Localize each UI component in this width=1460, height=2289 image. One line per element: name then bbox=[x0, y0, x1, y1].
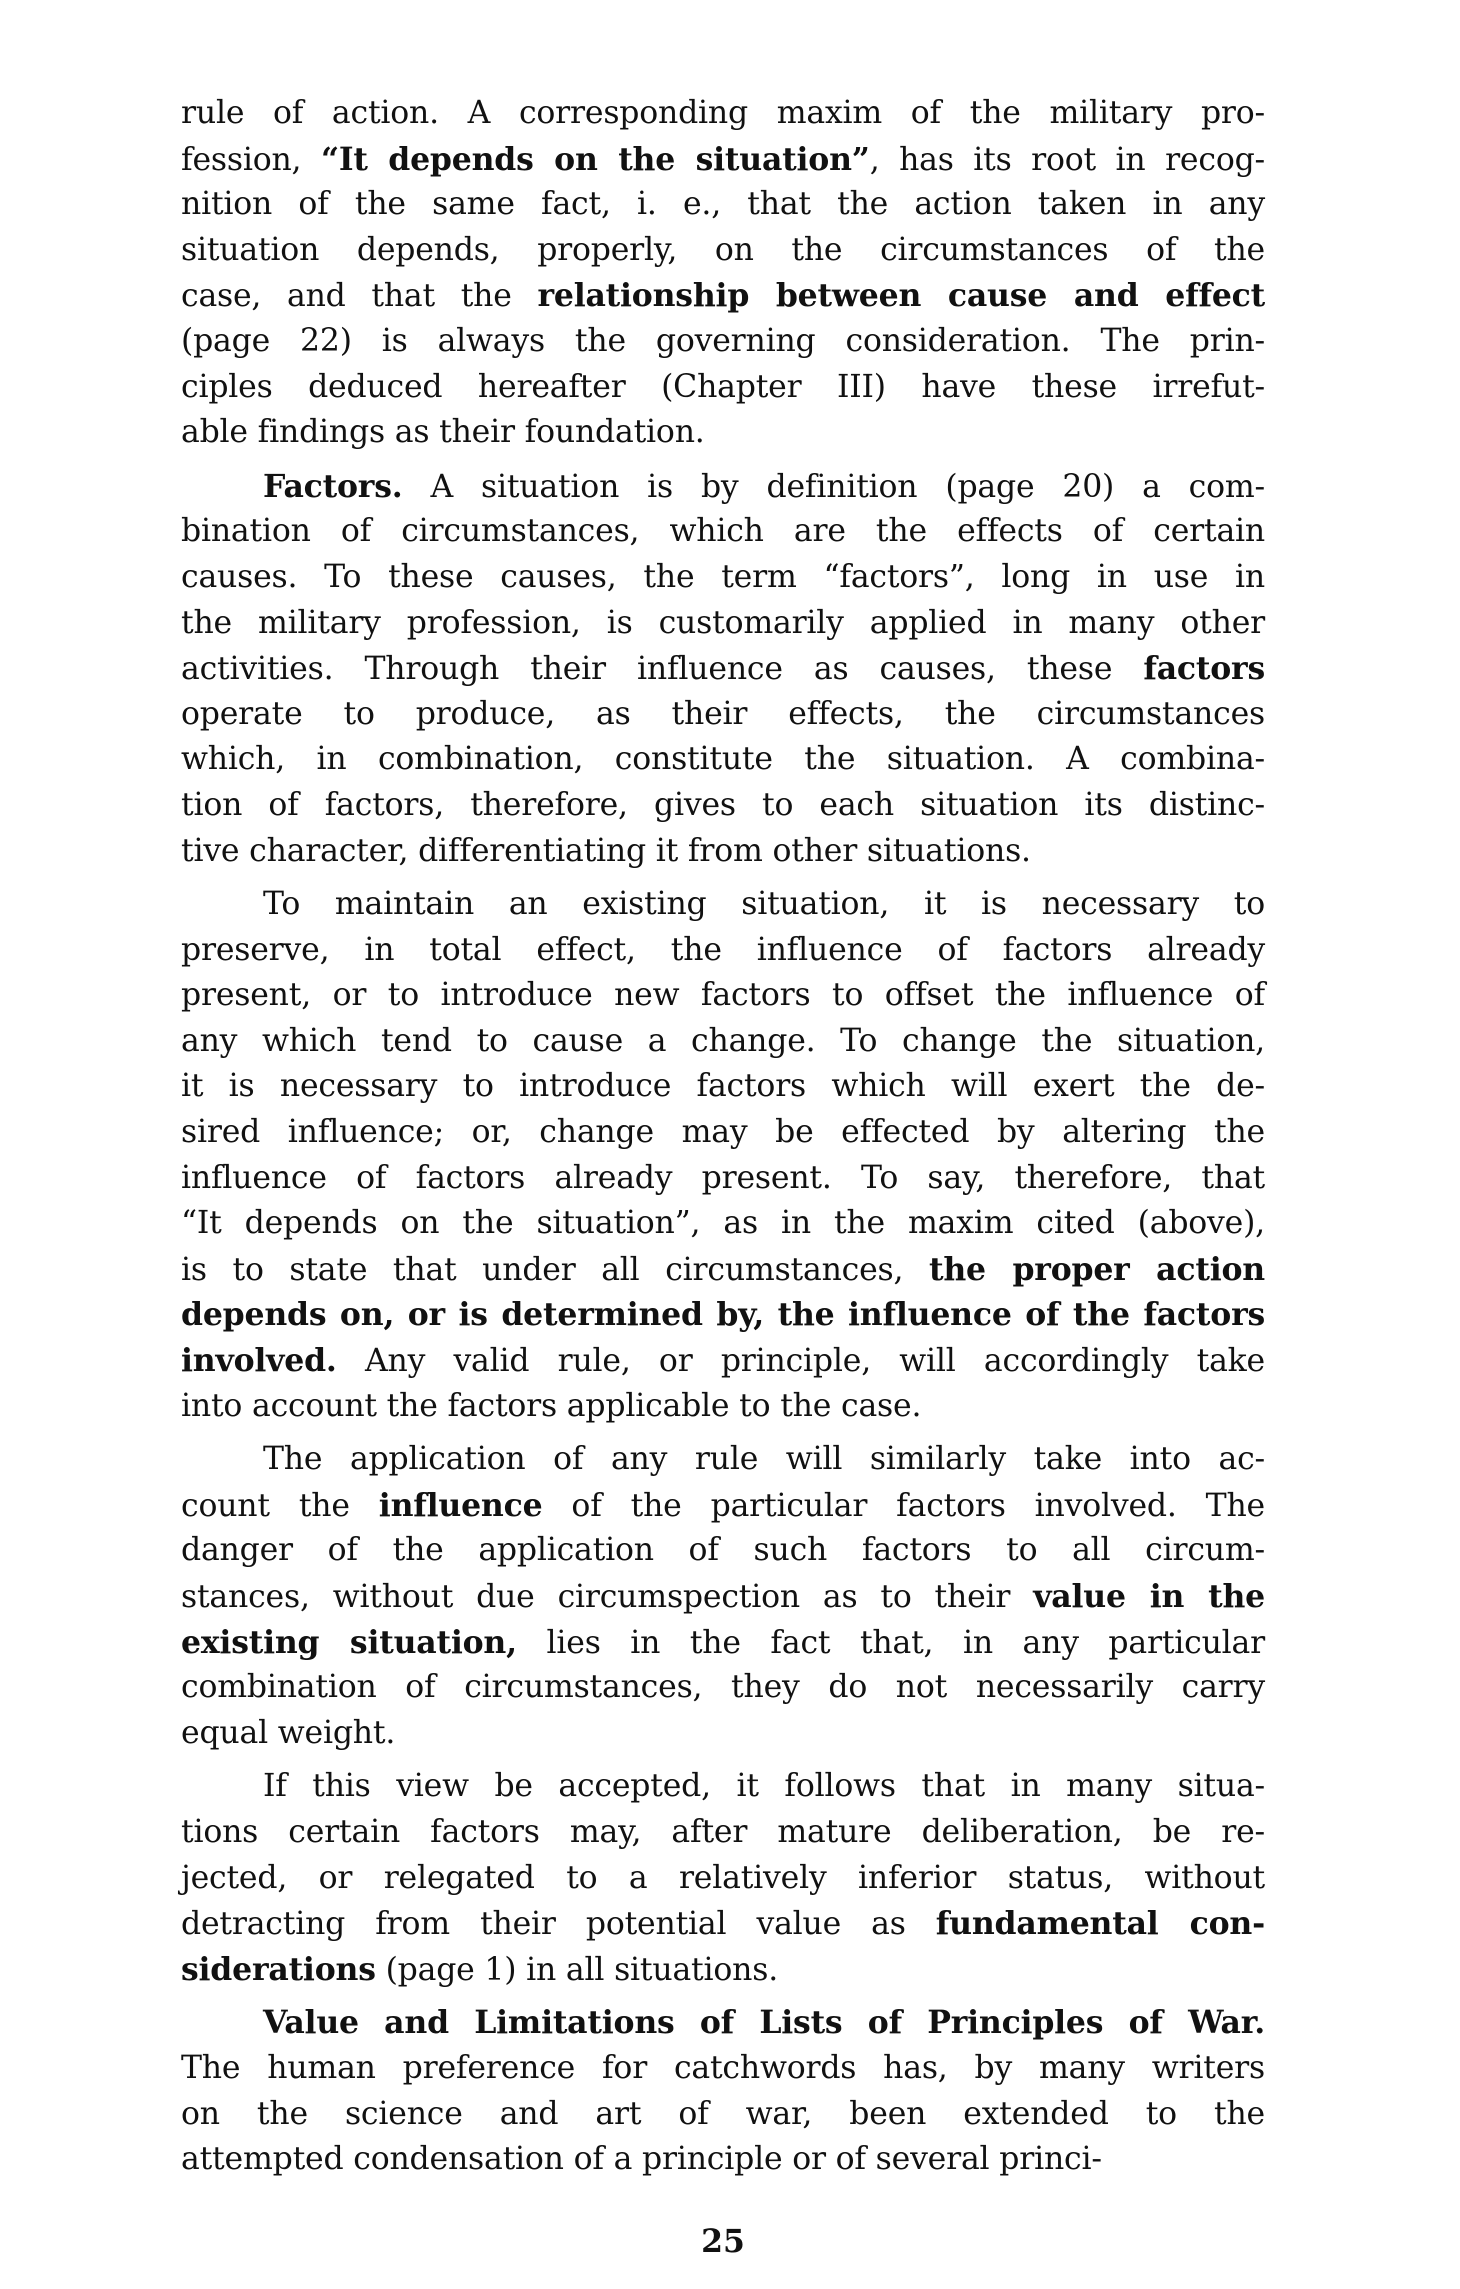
text-run: on the science and art of war, been extended to the bbox=[181, 2095, 1265, 2132]
bold-text-run: siderations bbox=[181, 1950, 376, 1988]
text-line bbox=[181, 2000, 1265, 2046]
text-run: lies in the fact that, in any particular bbox=[516, 1624, 1265, 1661]
text-line bbox=[181, 273, 1265, 319]
text-run: tions certain factors may, after mature deliberation, be re- bbox=[181, 1813, 1265, 1850]
text-run: sired influence; or, change may be effected by altering the bbox=[181, 1114, 1265, 1151]
bold-text-run: fundamental con- bbox=[935, 1905, 1265, 1943]
text-line bbox=[181, 646, 1265, 692]
text-run: into account the factors applicable to the case. bbox=[181, 1387, 922, 1424]
text-line bbox=[181, 464, 1265, 510]
text-run: A situation is by definition (page 20) a com- bbox=[402, 468, 1265, 505]
bold-text-run: “It depends on the situation” bbox=[320, 140, 870, 178]
text-run: the military profession, is customarily applied in many other bbox=[181, 604, 1265, 641]
text-run: “It depends on the situation”, as in the maxim cited (above), bbox=[181, 1205, 1265, 1242]
text-line bbox=[181, 1810, 1265, 1856]
text-line bbox=[181, 1665, 1265, 1711]
text-line bbox=[181, 1247, 1265, 1293]
text-line bbox=[181, 319, 1265, 365]
text-line bbox=[181, 365, 1265, 411]
bold-text-run: Value and Limitations of Lists of Principles of War. bbox=[263, 2004, 1265, 2042]
text-line bbox=[181, 1764, 1265, 1810]
text-line bbox=[181, 555, 1265, 601]
text-line bbox=[181, 1483, 1265, 1529]
bold-text-run: Factors. bbox=[263, 467, 403, 505]
text-run: (page 1) in all situations. bbox=[375, 1951, 779, 1988]
text-run: nition of the same fact, i. e., that the action taken in any bbox=[181, 186, 1265, 223]
text-line bbox=[181, 1574, 1265, 1620]
text-run: any which tend to cause a change. To change the situation, bbox=[181, 1022, 1265, 1059]
text-line bbox=[181, 1947, 1265, 1993]
bold-text-run: influence bbox=[378, 1486, 543, 1524]
bold-text-run: the proper action bbox=[928, 1250, 1265, 1288]
text-line bbox=[181, 928, 1265, 974]
text-run: stances, without due circumspection as to their bbox=[181, 1579, 1034, 1615]
text-line bbox=[181, 2092, 1265, 2138]
bold-text-run: involved. bbox=[181, 1342, 337, 1380]
paragraph bbox=[181, 1764, 1265, 1992]
bold-text-run: relationship between cause and effect bbox=[537, 277, 1266, 315]
text-line bbox=[181, 1292, 1265, 1338]
text-line bbox=[181, 737, 1265, 783]
text-run: count the bbox=[181, 1487, 379, 1524]
text-column bbox=[181, 91, 1265, 2183]
text-run: attempted condensation of a principle or of several princi- bbox=[181, 2141, 1102, 2178]
text-run: is to state that under all circumstances, bbox=[181, 1251, 929, 1288]
text-run: preserve, in total effect, the influence of factors already bbox=[181, 931, 1265, 968]
text-line bbox=[181, 601, 1265, 647]
text-line bbox=[181, 1110, 1265, 1156]
text-run: bination of circumstances, which are the effects of certain bbox=[181, 513, 1265, 550]
text-run: situation depends, properly, on the circumstances of the bbox=[181, 231, 1265, 268]
text-run: activities. Through their influence as causes, these bbox=[181, 651, 1144, 688]
bold-text-run: existing situation, bbox=[181, 1623, 517, 1661]
text-run: danger of the application of such factors to all circum- bbox=[181, 1532, 1265, 1569]
text-run: tion of factors, therefore, gives to each situation its distinc- bbox=[181, 786, 1265, 823]
text-run: combination of circumstances, they do not necessarily carry bbox=[181, 1669, 1265, 1706]
bold-text-run: depends on, or is determined by, the influence of the factors bbox=[181, 1296, 1265, 1334]
text-run: The application of any rule will similarly take into ac- bbox=[263, 1441, 1265, 1478]
text-run: causes. To these causes, the term “factors”, long in use in bbox=[181, 558, 1265, 595]
text-run: , has its root in recog- bbox=[869, 141, 1265, 178]
paragraph bbox=[181, 1437, 1265, 1756]
text-run: tive character, differentiating it from other situations. bbox=[181, 832, 1031, 869]
text-line bbox=[181, 1437, 1265, 1483]
text-line bbox=[181, 137, 1265, 183]
text-line bbox=[181, 1901, 1265, 1947]
text-line bbox=[181, 783, 1265, 829]
text-line bbox=[181, 1528, 1265, 1574]
text-run: To maintain an existing situation, it is necessary to bbox=[263, 886, 1265, 923]
text-line bbox=[181, 1156, 1265, 1202]
bold-text-run: factors bbox=[1143, 650, 1265, 688]
text-run: jected, or relegated to a relatively inferior status, without bbox=[181, 1859, 1265, 1896]
text-run: operate to produce, as their effects, the circumstances bbox=[181, 695, 1265, 732]
text-line bbox=[181, 882, 1265, 928]
text-line bbox=[181, 1201, 1265, 1247]
text-line bbox=[181, 829, 1265, 875]
text-run: If this view be accepted, it follows that in many situa- bbox=[263, 1768, 1265, 1805]
text-line bbox=[181, 2046, 1265, 2092]
text-run: influence of factors already present. To say, therefore, that bbox=[181, 1159, 1265, 1196]
text-line bbox=[181, 91, 1265, 137]
text-line bbox=[181, 1338, 1265, 1384]
text-run: Any valid rule, or principle, will accordingly take bbox=[336, 1343, 1265, 1380]
text-line bbox=[181, 1384, 1265, 1430]
text-run: ciples deduced hereafter (Chapter III) have these irrefut- bbox=[181, 368, 1265, 405]
paragraph bbox=[181, 882, 1265, 1429]
text-run: it is necessary to introduce factors which will exert the de- bbox=[181, 1068, 1265, 1105]
page-number: 25 bbox=[701, 2223, 745, 2260]
text-line bbox=[181, 1620, 1265, 1666]
text-run: The human preference for catchwords has, by many writers bbox=[181, 2049, 1265, 2086]
text-line bbox=[181, 509, 1265, 555]
text-run: which, in combination, constitute the situation. A combina- bbox=[181, 741, 1265, 778]
text-line bbox=[181, 410, 1265, 456]
text-run: rule of action. A corresponding maxim of the military pro- bbox=[181, 95, 1265, 131]
text-run: detracting from their potential value as bbox=[181, 1906, 936, 1943]
paragraph bbox=[181, 464, 1265, 874]
text-line bbox=[181, 2137, 1265, 2183]
paragraph bbox=[181, 2000, 1265, 2182]
text-line bbox=[181, 1711, 1265, 1757]
paragraph bbox=[181, 91, 1265, 456]
text-line bbox=[181, 182, 1265, 228]
text-line bbox=[181, 1064, 1265, 1110]
text-run: case, and that the bbox=[181, 278, 538, 315]
text-line bbox=[181, 1856, 1265, 1902]
text-line bbox=[181, 1019, 1265, 1065]
text-run: (page 22) is always the governing consideration. The prin- bbox=[181, 322, 1265, 359]
text-run: fession, bbox=[181, 141, 321, 178]
text-line bbox=[181, 973, 1265, 1019]
text-line bbox=[181, 692, 1265, 738]
text-run: of the particular factors involved. The bbox=[542, 1487, 1266, 1524]
text-run: present, or to introduce new factors to offset the influence of bbox=[181, 977, 1265, 1014]
text-run: equal weight. bbox=[181, 1714, 396, 1751]
bold-text-run: value in the bbox=[1033, 1578, 1265, 1615]
text-run: able findings as their foundation. bbox=[181, 414, 705, 451]
text-line bbox=[181, 228, 1265, 274]
